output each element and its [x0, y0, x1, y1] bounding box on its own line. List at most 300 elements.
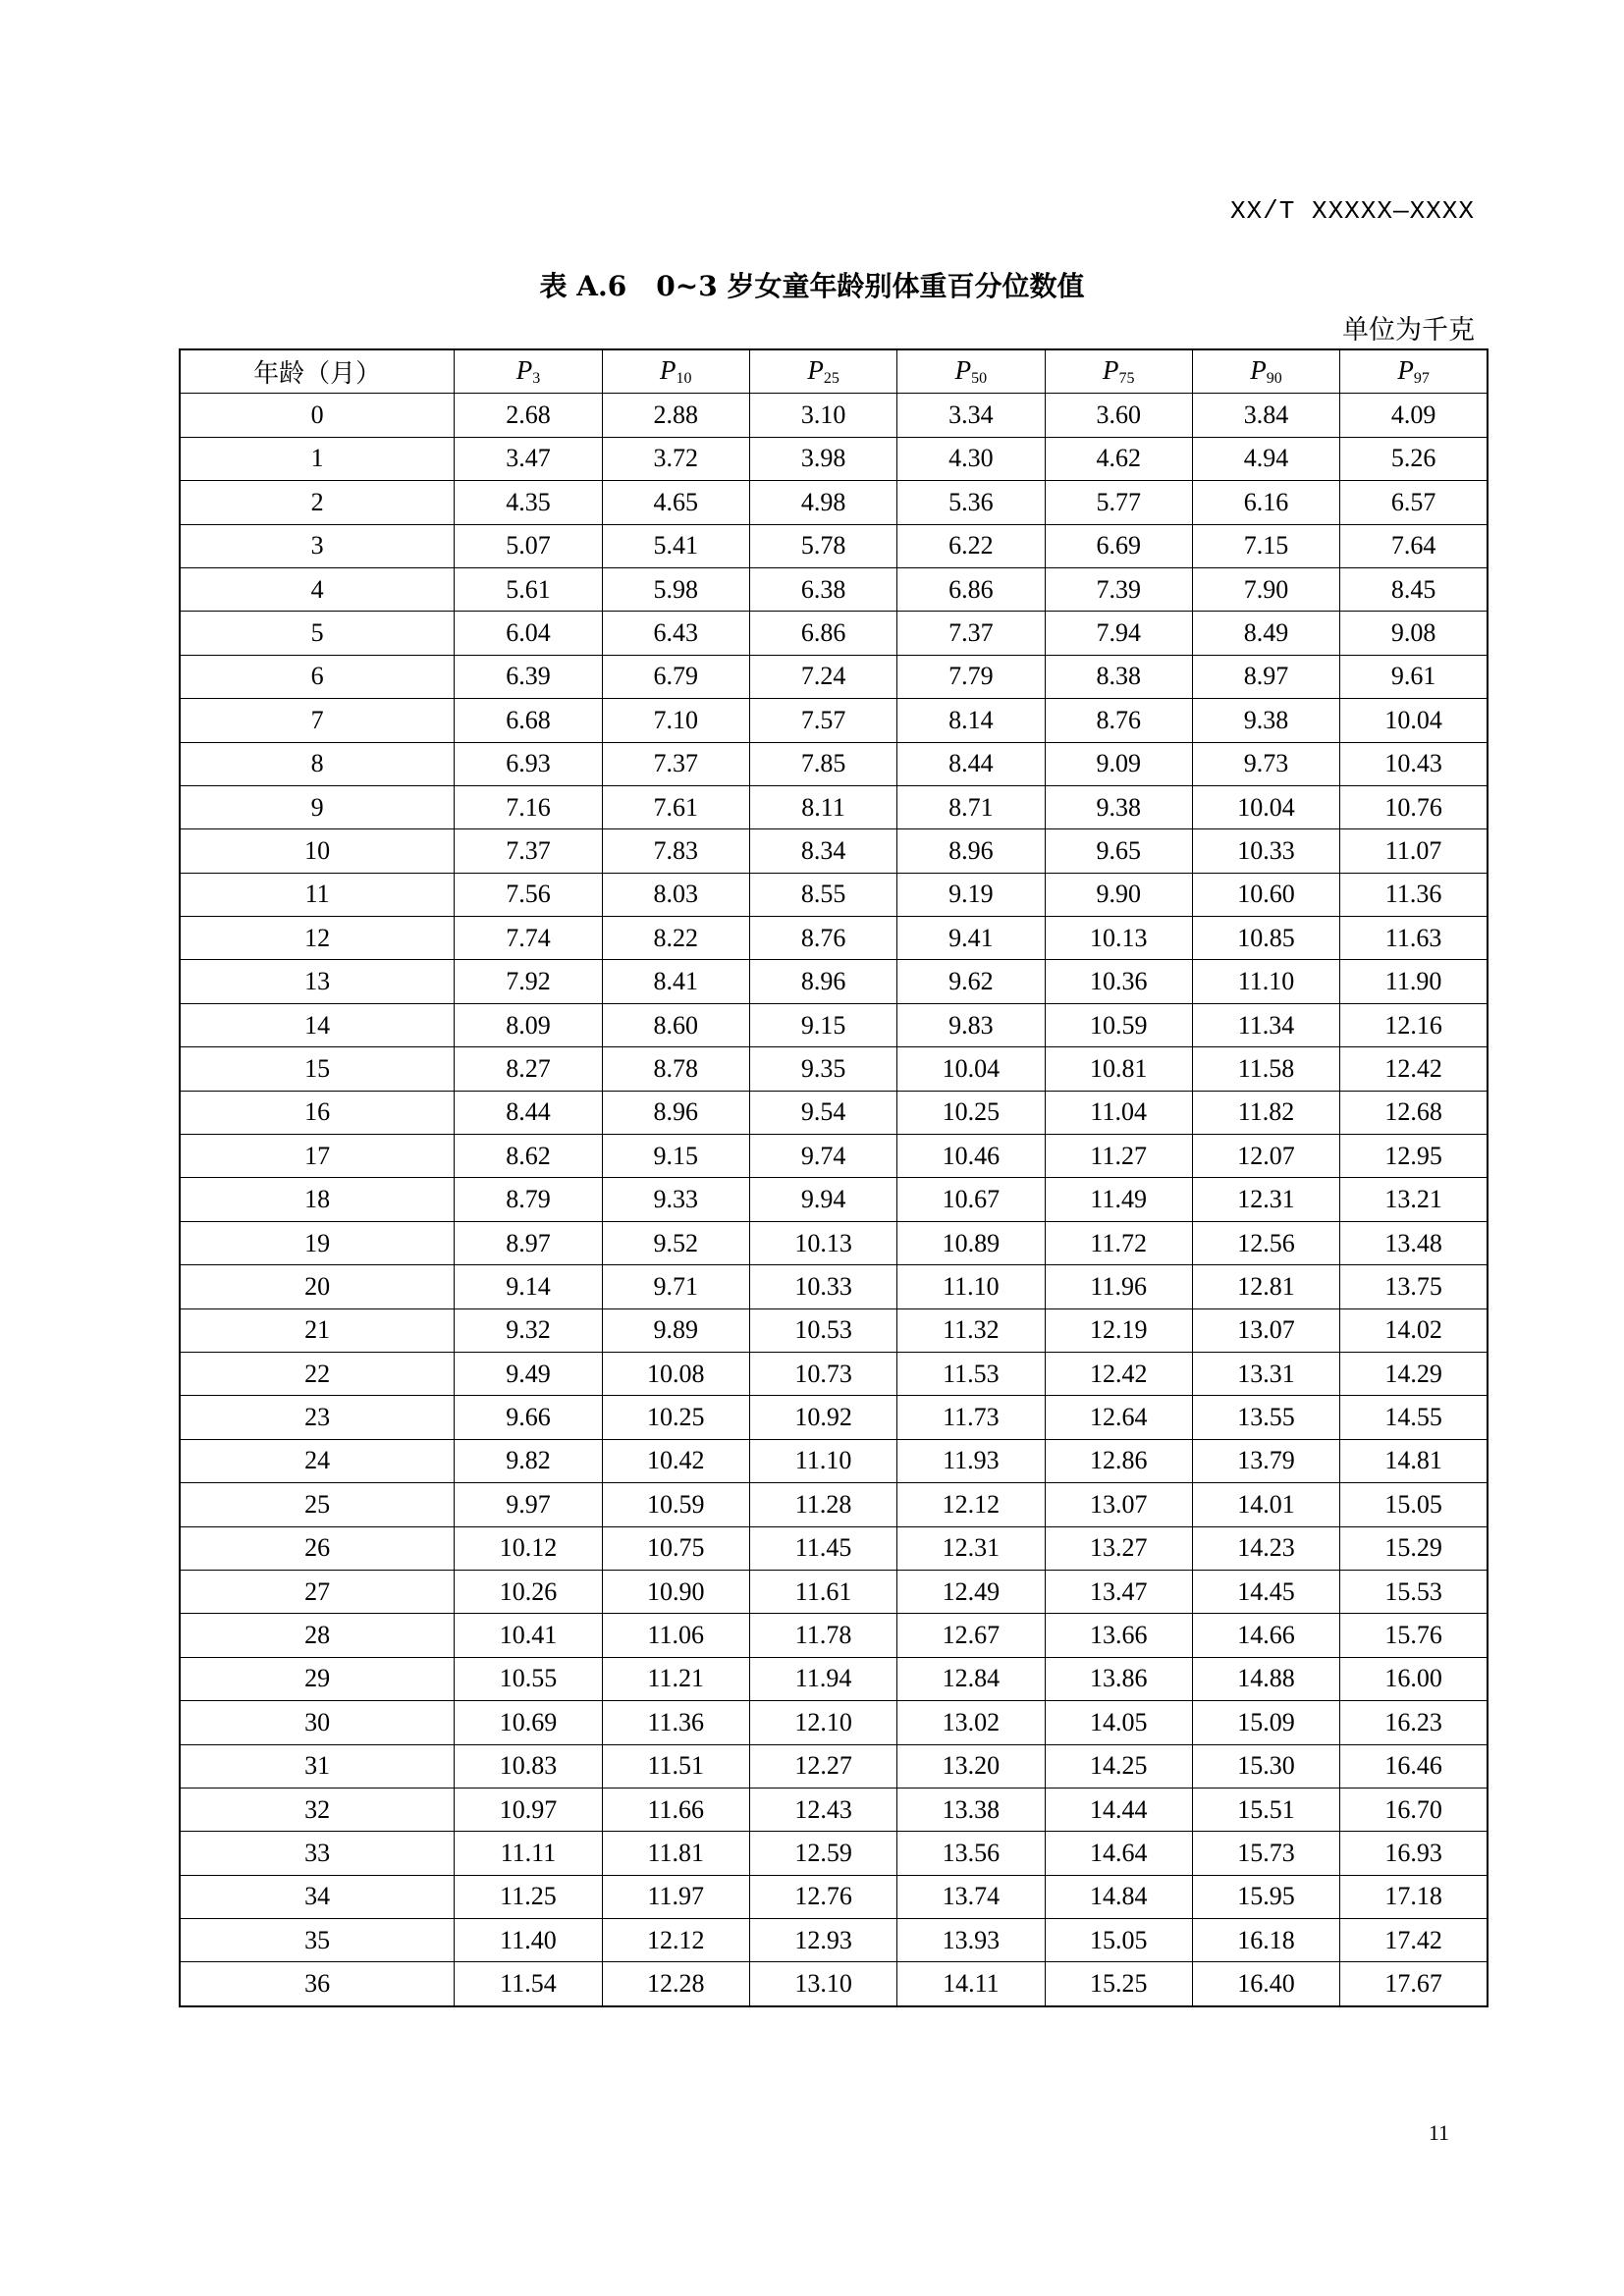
p25-cell: 6.86 — [749, 612, 896, 655]
table-title-text: 0~3 岁女童年龄别体重百分位数值 — [656, 270, 1085, 302]
table-row — [180, 1483, 1488, 1526]
p25-cell: 8.76 — [749, 917, 896, 960]
p97-cell: 16.93 — [1340, 1832, 1488, 1875]
p75-cell: 13.86 — [1045, 1657, 1192, 1700]
p75-cell: 11.04 — [1045, 1091, 1192, 1134]
p90-cell: 14.45 — [1192, 1570, 1339, 1613]
p97-cell: 16.00 — [1340, 1657, 1488, 1700]
p3-cell: 8.79 — [455, 1178, 602, 1221]
p10-cell: 9.89 — [602, 1308, 749, 1352]
p90-cell: 12.81 — [1192, 1265, 1339, 1308]
table-row — [180, 1570, 1488, 1613]
age-cell: 28 — [180, 1614, 455, 1657]
p10-cell: 10.08 — [602, 1352, 749, 1395]
p25-cell: 12.10 — [749, 1701, 896, 1744]
table-row — [180, 1308, 1488, 1352]
age-cell: 21 — [180, 1308, 455, 1352]
table-row — [180, 1744, 1488, 1788]
age-cell: 9 — [180, 785, 455, 828]
p25-cell: 12.43 — [749, 1788, 896, 1831]
p50-cell: 8.14 — [897, 699, 1045, 742]
p50-cell: 13.38 — [897, 1788, 1045, 1831]
p50-cell: 9.41 — [897, 917, 1045, 960]
p50-cell: 9.19 — [897, 873, 1045, 916]
table-row — [180, 1701, 1488, 1744]
p3-cell: 6.93 — [455, 742, 602, 785]
p97-cell: 13.75 — [1340, 1265, 1488, 1308]
p75-cell: 9.09 — [1045, 742, 1192, 785]
p50-cell: 4.30 — [897, 437, 1045, 480]
p50-cell: 10.04 — [897, 1047, 1045, 1091]
column-header-p90: $P_{90}$ — [1192, 349, 1339, 394]
p97-cell: 15.76 — [1340, 1614, 1488, 1657]
p25-cell: 10.53 — [749, 1308, 896, 1352]
p10-cell: 10.75 — [602, 1526, 749, 1570]
p25-cell: 9.15 — [749, 1003, 896, 1046]
p25-cell: 12.93 — [749, 1919, 896, 1962]
p10-cell: 9.52 — [602, 1221, 749, 1264]
p50-cell: 11.93 — [897, 1439, 1045, 1482]
p75-cell: 13.47 — [1045, 1570, 1192, 1613]
p97-cell: 4.09 — [1340, 394, 1488, 437]
p25-cell: 7.57 — [749, 699, 896, 742]
p10-cell: 8.03 — [602, 873, 749, 916]
table-row — [180, 785, 1488, 828]
p10-cell: 6.79 — [602, 655, 749, 698]
table-header-row — [180, 349, 1488, 394]
column-header-p50: $P_{50}$ — [897, 349, 1045, 394]
p90-cell: 3.84 — [1192, 394, 1339, 437]
table-row — [180, 1221, 1488, 1264]
p50-cell: 12.49 — [897, 1570, 1045, 1613]
p90-cell: 12.56 — [1192, 1221, 1339, 1264]
p25-cell: 11.10 — [749, 1439, 896, 1482]
p50-cell: 10.46 — [897, 1135, 1045, 1178]
p50-cell: 6.86 — [897, 567, 1045, 611]
p10-cell: 9.71 — [602, 1265, 749, 1308]
p25-cell: 8.34 — [749, 829, 896, 873]
age-cell: 6 — [180, 655, 455, 698]
table-row — [180, 1047, 1488, 1091]
p10-cell: 5.41 — [602, 524, 749, 567]
p10-cell: 8.96 — [602, 1091, 749, 1134]
p3-cell: 8.27 — [455, 1047, 602, 1091]
p75-cell: 6.69 — [1045, 524, 1192, 567]
p25-cell: 5.78 — [749, 524, 896, 567]
p10-cell: 7.37 — [602, 742, 749, 785]
age-cell: 34 — [180, 1875, 455, 1918]
p50-cell: 9.62 — [897, 960, 1045, 1003]
p25-cell: 10.92 — [749, 1396, 896, 1439]
age-cell: 10 — [180, 829, 455, 873]
p3-cell: 7.92 — [455, 960, 602, 1003]
table-row — [180, 1178, 1488, 1221]
p25-cell: 8.11 — [749, 785, 896, 828]
p75-cell: 14.84 — [1045, 1875, 1192, 1918]
p25-cell: 8.55 — [749, 873, 896, 916]
age-cell: 32 — [180, 1788, 455, 1831]
p50-cell: 8.44 — [897, 742, 1045, 785]
p50-cell: 10.67 — [897, 1178, 1045, 1221]
p25-cell: 11.94 — [749, 1657, 896, 1700]
table-row — [180, 1135, 1488, 1178]
table-row — [180, 742, 1488, 785]
p25-cell: 9.54 — [749, 1091, 896, 1134]
p90-cell: 8.97 — [1192, 655, 1339, 698]
p75-cell: 13.07 — [1045, 1483, 1192, 1526]
document-code: XX/T XXXXX—XXXX — [1229, 196, 1475, 226]
p25-cell: 12.76 — [749, 1875, 896, 1918]
p50-cell: 9.83 — [897, 1003, 1045, 1046]
p75-cell: 13.27 — [1045, 1526, 1192, 1570]
p97-cell: 12.68 — [1340, 1091, 1488, 1134]
p97-cell: 12.42 — [1340, 1047, 1488, 1091]
age-cell: 20 — [180, 1265, 455, 1308]
p75-cell: 14.44 — [1045, 1788, 1192, 1831]
table-row — [180, 917, 1488, 960]
age-cell: 4 — [180, 567, 455, 611]
p90-cell: 14.88 — [1192, 1657, 1339, 1700]
age-cell: 33 — [180, 1832, 455, 1875]
p10-cell: 11.97 — [602, 1875, 749, 1918]
p10-cell: 8.78 — [602, 1047, 749, 1091]
p3-cell: 9.66 — [455, 1396, 602, 1439]
p3-cell: 6.39 — [455, 655, 602, 698]
table-row — [180, 394, 1488, 437]
age-cell: 29 — [180, 1657, 455, 1700]
p90-cell: 4.94 — [1192, 437, 1339, 480]
p50-cell: 10.89 — [897, 1221, 1045, 1264]
table-row — [180, 1526, 1488, 1570]
p50-cell: 13.93 — [897, 1919, 1045, 1962]
p90-cell: 10.85 — [1192, 917, 1339, 960]
table-row — [180, 524, 1488, 567]
p3-cell: 10.41 — [455, 1614, 602, 1657]
age-cell: 30 — [180, 1701, 455, 1744]
age-cell: 25 — [180, 1483, 455, 1526]
p90-cell: 13.79 — [1192, 1439, 1339, 1482]
p10-cell: 9.15 — [602, 1135, 749, 1178]
weight-percentile-table — [179, 348, 1489, 2007]
age-cell: 24 — [180, 1439, 455, 1482]
p97-cell: 14.02 — [1340, 1308, 1488, 1352]
p97-cell: 14.81 — [1340, 1439, 1488, 1482]
p75-cell: 14.05 — [1045, 1701, 1192, 1744]
p97-cell: 17.67 — [1340, 1962, 1488, 2006]
p10-cell: 11.36 — [602, 1701, 749, 1744]
p25-cell: 9.94 — [749, 1178, 896, 1221]
p3-cell: 8.97 — [455, 1221, 602, 1264]
table-body — [180, 394, 1488, 2006]
p90-cell: 13.31 — [1192, 1352, 1339, 1395]
p3-cell: 5.61 — [455, 567, 602, 611]
p25-cell: 3.10 — [749, 394, 896, 437]
p97-cell: 9.61 — [1340, 655, 1488, 698]
p90-cell: 11.10 — [1192, 960, 1339, 1003]
table-row — [180, 1788, 1488, 1831]
p90-cell: 15.09 — [1192, 1701, 1339, 1744]
age-cell: 8 — [180, 742, 455, 785]
p50-cell: 11.53 — [897, 1352, 1045, 1395]
p3-cell: 4.35 — [455, 481, 602, 524]
age-cell: 26 — [180, 1526, 455, 1570]
p75-cell: 10.59 — [1045, 1003, 1192, 1046]
p10-cell: 11.21 — [602, 1657, 749, 1700]
p10-cell: 11.06 — [602, 1614, 749, 1657]
table-row — [180, 1832, 1488, 1875]
table-row — [180, 567, 1488, 611]
p10-cell: 6.43 — [602, 612, 749, 655]
age-cell: 18 — [180, 1178, 455, 1221]
p75-cell: 11.27 — [1045, 1135, 1192, 1178]
p90-cell: 14.66 — [1192, 1614, 1339, 1657]
p90-cell: 16.40 — [1192, 1962, 1339, 2006]
table-row — [180, 1396, 1488, 1439]
p3-cell: 7.74 — [455, 917, 602, 960]
p75-cell: 12.64 — [1045, 1396, 1192, 1439]
p97-cell: 10.76 — [1340, 785, 1488, 828]
table-row — [180, 1919, 1488, 1962]
p97-cell: 17.42 — [1340, 1919, 1488, 1962]
p25-cell: 10.33 — [749, 1265, 896, 1308]
p10-cell: 10.59 — [602, 1483, 749, 1526]
age-cell: 15 — [180, 1047, 455, 1091]
age-cell: 17 — [180, 1135, 455, 1178]
age-cell: 13 — [180, 960, 455, 1003]
p50-cell: 14.11 — [897, 1962, 1045, 2006]
table-row — [180, 481, 1488, 524]
p75-cell: 9.38 — [1045, 785, 1192, 828]
column-header-p3: $P_3$ — [455, 349, 602, 394]
p97-cell: 10.43 — [1340, 742, 1488, 785]
p90-cell: 7.15 — [1192, 524, 1339, 567]
p10-cell: 10.42 — [602, 1439, 749, 1482]
p50-cell: 13.20 — [897, 1744, 1045, 1788]
p3-cell: 9.82 — [455, 1439, 602, 1482]
table-row — [180, 829, 1488, 873]
p50-cell: 8.71 — [897, 785, 1045, 828]
p97-cell: 16.46 — [1340, 1744, 1488, 1788]
p10-cell: 7.61 — [602, 785, 749, 828]
p3-cell: 9.97 — [455, 1483, 602, 1526]
p97-cell: 5.26 — [1340, 437, 1488, 480]
age-cell: 14 — [180, 1003, 455, 1046]
age-cell: 19 — [180, 1221, 455, 1264]
p3-cell: 8.09 — [455, 1003, 602, 1046]
p3-cell: 10.83 — [455, 1744, 602, 1788]
p90-cell: 13.07 — [1192, 1308, 1339, 1352]
p97-cell: 8.45 — [1340, 567, 1488, 611]
p75-cell: 15.05 — [1045, 1919, 1192, 1962]
p75-cell: 10.36 — [1045, 960, 1192, 1003]
p75-cell: 12.42 — [1045, 1352, 1192, 1395]
p3-cell: 7.16 — [455, 785, 602, 828]
p75-cell: 11.49 — [1045, 1178, 1192, 1221]
p25-cell: 12.59 — [749, 1832, 896, 1875]
p75-cell: 10.13 — [1045, 917, 1192, 960]
column-header-p10: $P_{10}$ — [602, 349, 749, 394]
p3-cell: 9.32 — [455, 1308, 602, 1352]
p90-cell: 15.95 — [1192, 1875, 1339, 1918]
table-row — [180, 437, 1488, 480]
table-row — [180, 1962, 1488, 2006]
p25-cell: 9.35 — [749, 1047, 896, 1091]
age-cell: 31 — [180, 1744, 455, 1788]
p90-cell: 8.49 — [1192, 612, 1339, 655]
p90-cell: 15.30 — [1192, 1744, 1339, 1788]
age-cell: 36 — [180, 1962, 455, 2006]
p10-cell: 12.12 — [602, 1919, 749, 1962]
p75-cell: 14.25 — [1045, 1744, 1192, 1788]
p50-cell: 11.73 — [897, 1396, 1045, 1439]
p25-cell: 3.98 — [749, 437, 896, 480]
p50-cell: 12.67 — [897, 1614, 1045, 1657]
p97-cell: 15.53 — [1340, 1570, 1488, 1613]
p25-cell: 10.13 — [749, 1221, 896, 1264]
p90-cell: 12.07 — [1192, 1135, 1339, 1178]
p75-cell: 4.62 — [1045, 437, 1192, 480]
column-header-p75: $P_{75}$ — [1045, 349, 1192, 394]
p50-cell: 7.37 — [897, 612, 1045, 655]
table-row — [180, 1875, 1488, 1918]
p75-cell: 12.19 — [1045, 1308, 1192, 1352]
p97-cell: 13.48 — [1340, 1221, 1488, 1264]
table-row — [180, 655, 1488, 698]
column-header-p97: $P_{97}$ — [1340, 349, 1488, 394]
table-row — [180, 612, 1488, 655]
p90-cell: 11.58 — [1192, 1047, 1339, 1091]
age-cell: 35 — [180, 1919, 455, 1962]
p90-cell: 15.73 — [1192, 1832, 1339, 1875]
age-cell: 11 — [180, 873, 455, 916]
unit-note: 单位为千克 — [1342, 315, 1475, 346]
p25-cell: 12.27 — [749, 1744, 896, 1788]
p90-cell: 10.33 — [1192, 829, 1339, 873]
table-title — [0, 265, 1624, 304]
p90-cell: 9.73 — [1192, 742, 1339, 785]
p97-cell: 12.16 — [1340, 1003, 1488, 1046]
p25-cell: 7.24 — [749, 655, 896, 698]
p25-cell: 11.61 — [749, 1570, 896, 1613]
p10-cell: 9.33 — [602, 1178, 749, 1221]
p50-cell: 13.56 — [897, 1832, 1045, 1875]
p75-cell: 7.94 — [1045, 612, 1192, 655]
p10-cell: 10.25 — [602, 1396, 749, 1439]
p97-cell: 12.95 — [1340, 1135, 1488, 1178]
p3-cell: 10.55 — [455, 1657, 602, 1700]
p97-cell: 15.05 — [1340, 1483, 1488, 1526]
p75-cell: 5.77 — [1045, 481, 1192, 524]
p10-cell: 11.81 — [602, 1832, 749, 1875]
p97-cell: 11.90 — [1340, 960, 1488, 1003]
age-cell: 16 — [180, 1091, 455, 1134]
p50-cell: 11.10 — [897, 1265, 1045, 1308]
p10-cell: 5.98 — [602, 567, 749, 611]
p10-cell: 11.51 — [602, 1744, 749, 1788]
p50-cell: 5.36 — [897, 481, 1045, 524]
p10-cell: 12.28 — [602, 1962, 749, 2006]
p10-cell: 2.88 — [602, 394, 749, 437]
p10-cell: 8.22 — [602, 917, 749, 960]
p75-cell: 14.64 — [1045, 1832, 1192, 1875]
p3-cell: 10.97 — [455, 1788, 602, 1831]
table-row — [180, 1614, 1488, 1657]
p90-cell: 7.90 — [1192, 567, 1339, 611]
p3-cell: 10.12 — [455, 1526, 602, 1570]
p10-cell: 10.90 — [602, 1570, 749, 1613]
p75-cell: 11.96 — [1045, 1265, 1192, 1308]
p90-cell: 9.38 — [1192, 699, 1339, 742]
p90-cell: 10.04 — [1192, 785, 1339, 828]
p97-cell: 7.64 — [1340, 524, 1488, 567]
p3-cell: 8.44 — [455, 1091, 602, 1134]
p3-cell: 7.37 — [455, 829, 602, 873]
table-row — [180, 1265, 1488, 1308]
p75-cell: 8.76 — [1045, 699, 1192, 742]
p25-cell: 8.96 — [749, 960, 896, 1003]
p75-cell: 11.72 — [1045, 1221, 1192, 1264]
p75-cell: 9.90 — [1045, 873, 1192, 916]
p75-cell: 15.25 — [1045, 1962, 1192, 2006]
p25-cell: 10.73 — [749, 1352, 896, 1395]
p25-cell: 11.45 — [749, 1526, 896, 1570]
table-number: 表 A.6 — [539, 270, 627, 302]
p10-cell: 3.72 — [602, 437, 749, 480]
p3-cell: 8.62 — [455, 1135, 602, 1178]
p25-cell: 11.78 — [749, 1614, 896, 1657]
p25-cell: 11.28 — [749, 1483, 896, 1526]
table-row — [180, 960, 1488, 1003]
age-cell: 7 — [180, 699, 455, 742]
p90-cell: 10.60 — [1192, 873, 1339, 916]
p25-cell: 4.98 — [749, 481, 896, 524]
age-cell: 1 — [180, 437, 455, 480]
p90-cell: 16.18 — [1192, 1919, 1339, 1962]
p50-cell: 7.79 — [897, 655, 1045, 698]
p75-cell: 8.38 — [1045, 655, 1192, 698]
p50-cell: 10.25 — [897, 1091, 1045, 1134]
p90-cell: 15.51 — [1192, 1788, 1339, 1831]
p97-cell: 15.29 — [1340, 1526, 1488, 1570]
p97-cell: 9.08 — [1340, 612, 1488, 655]
p3-cell: 6.04 — [455, 612, 602, 655]
p75-cell: 3.60 — [1045, 394, 1192, 437]
age-cell: 2 — [180, 481, 455, 524]
p25-cell: 6.38 — [749, 567, 896, 611]
table-row — [180, 1003, 1488, 1046]
p97-cell: 11.07 — [1340, 829, 1488, 873]
table-row — [180, 873, 1488, 916]
p97-cell: 14.55 — [1340, 1396, 1488, 1439]
p97-cell: 11.63 — [1340, 917, 1488, 960]
p90-cell: 13.55 — [1192, 1396, 1339, 1439]
p10-cell: 7.10 — [602, 699, 749, 742]
column-header-p25: $P_{25}$ — [749, 349, 896, 394]
page-number: 11 — [1428, 2120, 1449, 2145]
p10-cell: 11.66 — [602, 1788, 749, 1831]
p50-cell: 6.22 — [897, 524, 1045, 567]
age-cell: 0 — [180, 394, 455, 437]
p75-cell: 9.65 — [1045, 829, 1192, 873]
p90-cell: 12.31 — [1192, 1178, 1339, 1221]
p90-cell: 11.82 — [1192, 1091, 1339, 1134]
p3-cell: 5.07 — [455, 524, 602, 567]
p50-cell: 12.31 — [897, 1526, 1045, 1570]
p50-cell: 11.32 — [897, 1308, 1045, 1352]
p97-cell: 6.57 — [1340, 481, 1488, 524]
p3-cell: 2.68 — [455, 394, 602, 437]
p25-cell: 13.10 — [749, 1962, 896, 2006]
